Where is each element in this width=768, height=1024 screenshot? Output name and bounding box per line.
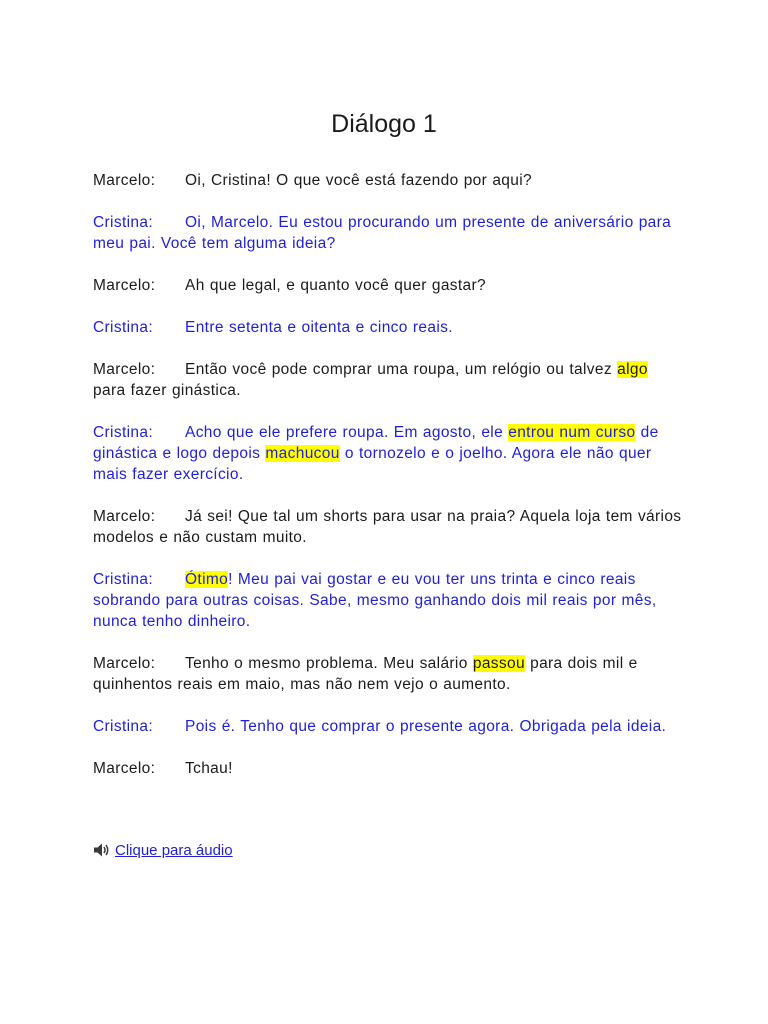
speaker-label: Marcelo: <box>93 655 156 672</box>
audio-link[interactable]: Clique para áudio <box>115 842 233 859</box>
speaker-label: Cristina: <box>93 571 153 588</box>
utterance-text: Oi, Marcelo. Eu estou procurando um presente de aniversário para meu pai. Você tem alguma ideia? <box>93 214 672 252</box>
dialogue-turn-marcelo <box>93 170 683 191</box>
utterance-text: Entre setenta e oitenta e cinco reais. <box>185 319 453 336</box>
audio-link-row <box>93 840 233 861</box>
speaker-label: Marcelo: <box>93 172 156 189</box>
highlighted-vocabulary: passou <box>472 655 525 672</box>
utterance-text: Ah que legal, e quanto você quer gastar? <box>185 277 487 294</box>
utterance-text: para dois mil e quinhentos reais em maio, mas não nem vejo o aumento. <box>93 655 638 693</box>
utterance-text: de ginástica e logo depois <box>93 424 659 462</box>
utterance-text: Acho que ele prefere roupa. Em agosto, ele <box>185 424 509 441</box>
dialogue-turn-cristina <box>93 716 683 737</box>
utterance-text: para fazer ginástica. <box>93 382 241 399</box>
page-title: Diálogo 1 <box>331 110 437 138</box>
utterance-text: Tenho o mesmo problema. Meu salário <box>185 655 473 672</box>
utterance-text: Oi, Cristina! O que você está fazendo por aqui? <box>185 172 532 189</box>
dialogue-turn-cristina <box>93 569 683 632</box>
highlighted-vocabulary: entrou num curso <box>508 424 636 441</box>
utterance-text: ! Meu pai vai gostar e eu vou ter uns trinta e cinco reais sobrando para outras coisas. Sabe, mesmo ganhando dois mil reais por mês, nunca tenho dinheiro. <box>93 571 657 630</box>
dialogue-turn-marcelo <box>93 653 683 695</box>
dialogue-turn-cristina <box>93 212 683 254</box>
speaker-label: Cristina: <box>93 319 153 336</box>
dialogue-turn-marcelo <box>93 359 683 401</box>
utterance-text: Tchau! <box>185 760 233 777</box>
dialogue-turn-cristina <box>93 317 683 338</box>
highlighted-vocabulary: machucou <box>265 445 340 462</box>
highlighted-vocabulary: Ótimo <box>185 571 229 588</box>
dialogue-turn-marcelo <box>93 275 683 296</box>
dialogue-turn-cristina <box>93 422 683 485</box>
speaker-label: Cristina: <box>93 424 153 441</box>
dialogue-turn-marcelo <box>93 758 683 779</box>
utterance-text: Então você pode comprar uma roupa, um relógio ou talvez <box>185 361 618 378</box>
speaker-label: Cristina: <box>93 214 153 231</box>
dialogue-turn-marcelo <box>93 506 683 548</box>
speaker-label: Marcelo: <box>93 760 156 777</box>
utterance-text: o tornozelo e o joelho. Agora ele não quer mais fazer exercício. <box>93 445 652 483</box>
utterance-text: Já sei! Que tal um shorts para usar na praia? Aquela loja tem vários modelos e não custam muito. <box>93 508 682 546</box>
speaker-icon[interactable] <box>93 840 115 861</box>
speaker-label: Marcelo: <box>93 277 156 294</box>
utterance-text: Pois é. Tenho que comprar o presente agora. Obrigada pela ideia. <box>185 718 667 735</box>
speaker-label: Marcelo: <box>93 361 156 378</box>
speaker-label: Cristina: <box>93 718 153 735</box>
highlighted-vocabulary: algo <box>617 361 648 378</box>
speaker-label: Marcelo: <box>93 508 156 525</box>
dialogue <box>93 170 683 800</box>
